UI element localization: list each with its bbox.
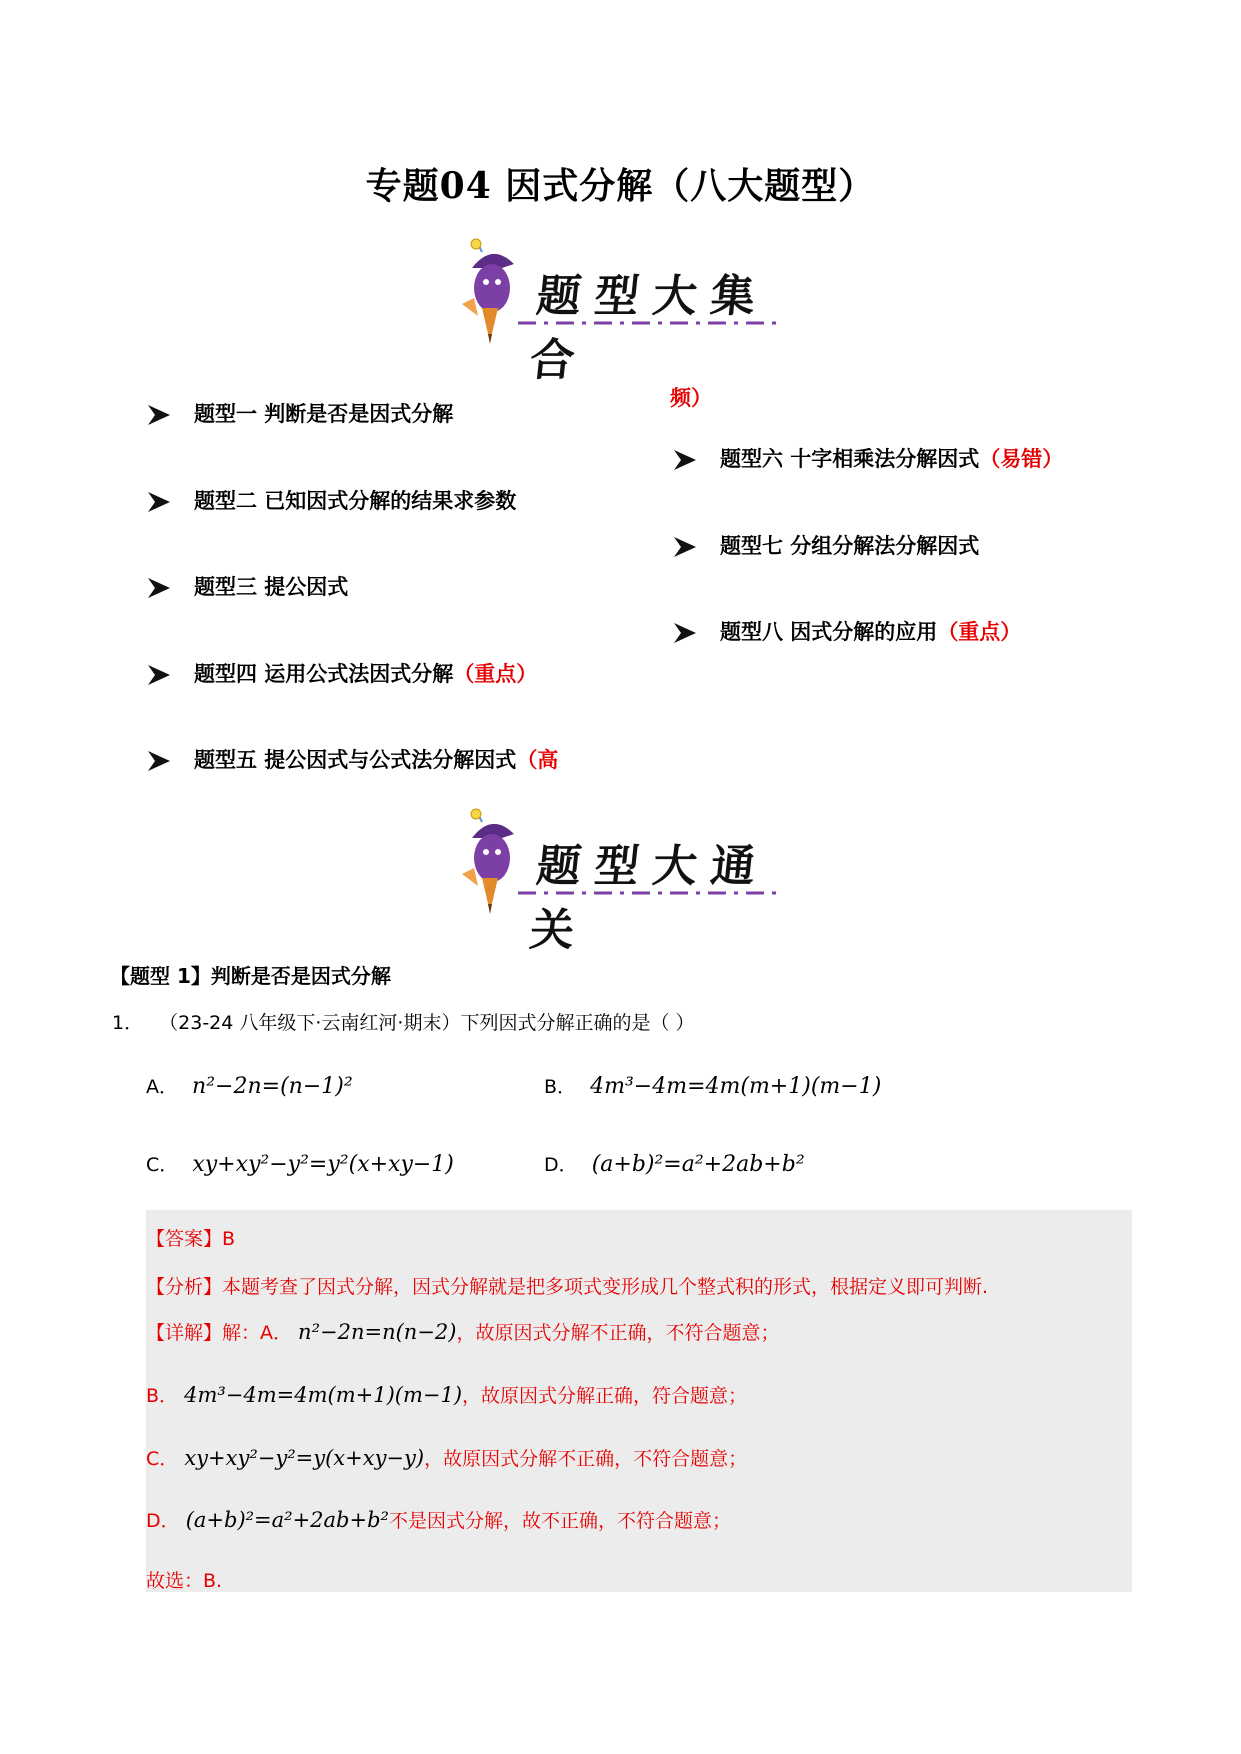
toc-item-8[interactable]: 题型八 因式分解的应用（重点） — [672, 616, 1021, 646]
arrowhead-bullet-icon — [146, 749, 172, 773]
option-b-expr: 4m³−4m=4m(m+1)(m−1) — [590, 1074, 882, 1099]
option-c[interactable]: C． xy+xy²−y²=y²(x+xy−1) — [146, 1152, 454, 1177]
toc-tag-key: （重点） — [937, 620, 1022, 644]
answer-conclusion: 故选：B. — [146, 1570, 223, 1592]
arrowhead-bullet-icon — [672, 448, 698, 472]
detail-c-expr: xy+xy²−y²=y(x+xy−y) — [184, 1446, 425, 1470]
option-a[interactable]: A． n²−2n=(n−1)² — [146, 1074, 353, 1099]
toc-item-2[interactable]: 题型二 已知因式分解的结果求参数 — [146, 485, 516, 515]
question-number: 1． — [112, 1012, 144, 1034]
page-title: 专题04 因式分解（八大题型） — [365, 165, 876, 207]
option-d-expr: (a+b)²=a²+2ab+b² — [591, 1152, 805, 1177]
banner-dash-line — [518, 890, 782, 896]
banner-dash-line — [518, 320, 782, 326]
banner-summary — [452, 238, 792, 386]
detail-b-expr: 4m³−4m=4m(m+1)(m−1) — [184, 1383, 463, 1407]
answer-detail-a: 【详解】解：A． n²−2n=n(n−2)，故原因式分解不正确，不符合题意； — [146, 1320, 780, 1344]
option-a-expr: n²−2n=(n−1)² — [192, 1074, 353, 1099]
answer-detail-b: B． 4m³−4m=4m(m+1)(m−1)，故原因式分解正确，符合题意； — [146, 1383, 748, 1407]
toc-tag-key: （重点） — [453, 662, 538, 686]
answer-detail-d: D． (a+b)²=a²+2ab+b²不是因式分解，故不正确，不符合题意； — [146, 1508, 731, 1532]
toc-item-6[interactable]: 题型六 十字相乘法分解因式（易错） — [672, 443, 1063, 473]
detail-d-expr: (a+b)²=a²+2ab+b² — [185, 1508, 389, 1532]
toc-tag-error-prone: （易错） — [979, 447, 1064, 471]
wizard-mascot-icon — [452, 808, 532, 918]
arrowhead-bullet-icon — [672, 535, 698, 559]
banner-practice — [452, 808, 792, 956]
toc-tag-frequent: （高 — [516, 748, 559, 772]
section-heading: 【题型 1】判断是否是因式分解 — [110, 964, 391, 988]
question-stem: （23-24 八年级下·云南红河·期末）下列因式分解正确的是（ ） — [159, 1012, 695, 1034]
detail-a-expr: n²−2n=n(n−2) — [298, 1320, 457, 1344]
toc-item-7[interactable]: 题型七 分组分解法分解因式 — [672, 530, 979, 560]
answer-label: 【答案】B — [146, 1228, 236, 1250]
toc-item-5[interactable]: 题型五 提公因式与公式法分解因式（高 — [146, 744, 558, 774]
banner-practice-title: 题型大通关 — [527, 841, 772, 956]
toc-tag-continuation: 频） — [670, 386, 712, 410]
option-d[interactable]: D． (a+b)²=a²+2ab+b² — [544, 1152, 805, 1177]
toc-item-4[interactable]: 题型四 运用公式法因式分解（重点） — [146, 658, 537, 688]
option-c-expr: xy+xy²−y²=y²(x+xy−1) — [192, 1152, 454, 1177]
question-text — [112, 1008, 695, 1035]
banner-summary-title: 题型大集合 — [527, 271, 772, 386]
arrowhead-bullet-icon — [146, 663, 172, 687]
answer-analysis: 【分析】本题考查了因式分解，因式分解就是把多项式变形成几个整式积的形式，根据定义即可判断. — [146, 1276, 989, 1298]
option-b[interactable]: B． 4m³−4m=4m(m+1)(m−1) — [544, 1074, 882, 1099]
arrowhead-bullet-icon — [146, 576, 172, 600]
toc-item-3[interactable]: 题型三 提公因式 — [146, 571, 348, 601]
toc-item-1[interactable]: 题型一 判断是否是因式分解 — [146, 398, 453, 428]
arrowhead-bullet-icon — [146, 490, 172, 514]
answer-detail-c: C． xy+xy²−y²=y(x+xy−y)，故原因式分解不正确，不符合题意； — [146, 1446, 748, 1470]
wizard-mascot-icon — [452, 238, 532, 348]
arrowhead-bullet-icon — [146, 403, 172, 427]
arrowhead-bullet-icon — [672, 621, 698, 645]
